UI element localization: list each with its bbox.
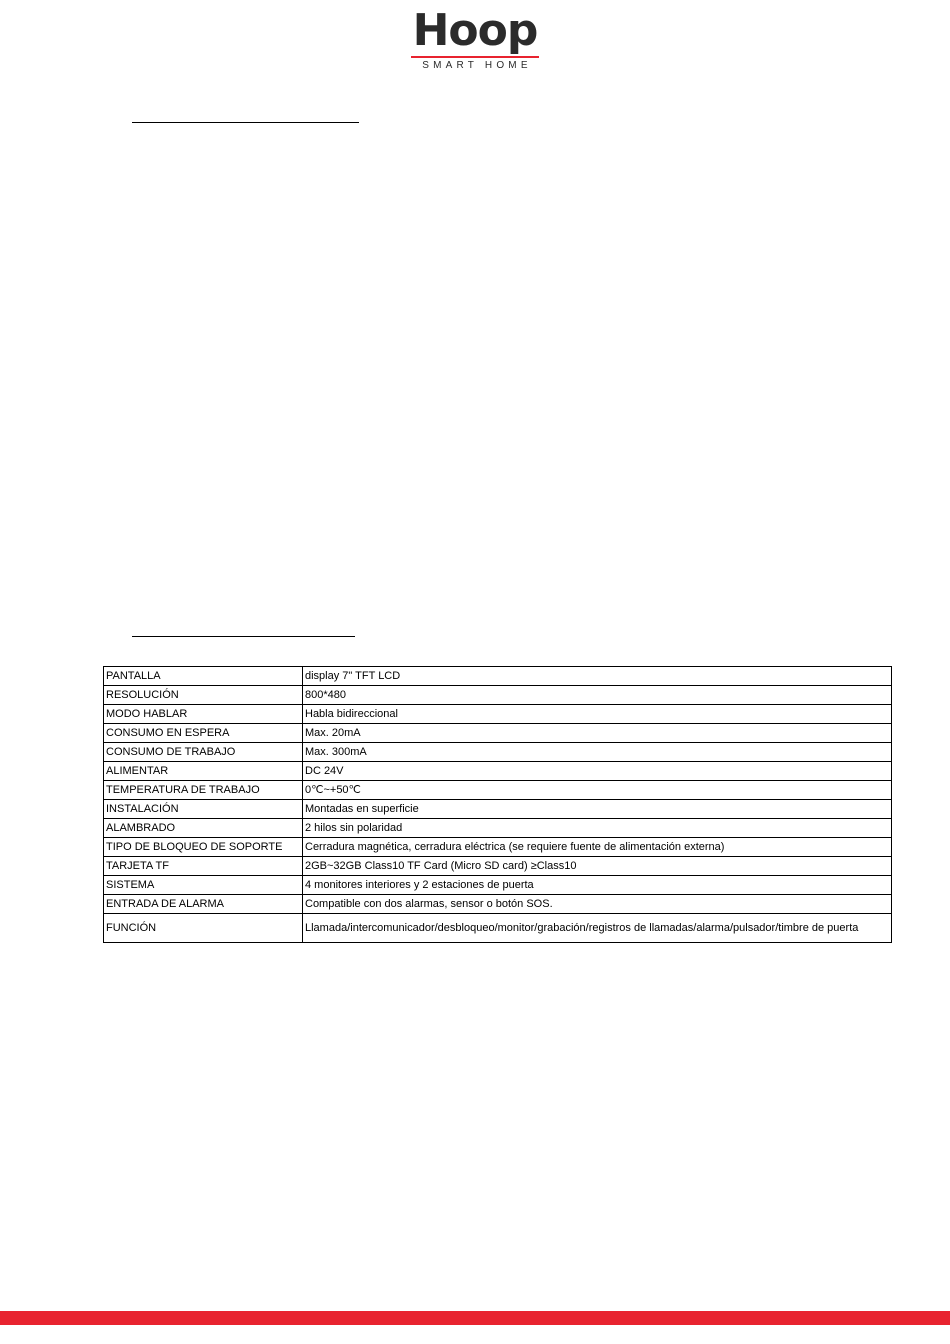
spec-value: 2 hilos sin polaridad	[303, 819, 892, 838]
spec-label: CONSUMO EN ESPERA	[104, 724, 303, 743]
table-row	[104, 857, 892, 876]
table-row	[104, 705, 892, 724]
spec-value: Max. 20mA	[303, 724, 892, 743]
section-heading-underline	[132, 636, 355, 637]
spec-label: CONSUMO DE TRABAJO	[104, 743, 303, 762]
table-row	[104, 781, 892, 800]
footer-accent-bar	[0, 1311, 950, 1325]
spec-value: Montadas en superficie	[303, 800, 892, 819]
spec-value: Compatible con dos alarmas, sensor o botón SOS.	[303, 895, 892, 914]
spec-label: TARJETA TF	[104, 857, 303, 876]
spec-label: FUNCIÓN	[104, 914, 303, 943]
table-row	[104, 743, 892, 762]
spec-value: 4 monitores interiores y 2 estaciones de puerta	[303, 876, 892, 895]
spec-value: 0℃~+50℃	[303, 781, 892, 800]
spec-label: TIPO DE BLOQUEO DE SOPORTE	[104, 838, 303, 857]
brand-tagline: SMART HOME	[422, 60, 532, 71]
spec-value: DC 24V	[303, 762, 892, 781]
table-row	[104, 914, 892, 943]
spec-label: INSTALACIÓN	[104, 800, 303, 819]
spec-label: PANTALLA	[104, 667, 303, 686]
spec-value: 2GB~32GB Class10 TF Card (Micro SD card) ≥Class10	[303, 857, 892, 876]
brand-name: Hoop	[412, 5, 538, 56]
spec-label: RESOLUCIÓN	[104, 686, 303, 705]
table-row	[104, 762, 892, 781]
spec-label: MODO HABLAR	[104, 705, 303, 724]
spec-value: 800*480	[303, 686, 892, 705]
spec-label: ALIMENTAR	[104, 762, 303, 781]
specifications-table	[103, 666, 892, 943]
brand-logo	[400, 5, 550, 71]
section-heading-underline	[132, 122, 359, 123]
spec-label: SISTEMA	[104, 876, 303, 895]
spec-value: Llamada/intercomunicador/desbloqueo/monitor/grabación/registros de llamadas/alarma/pulsador/timbre de puerta	[303, 914, 892, 943]
table-row	[104, 819, 892, 838]
table-row	[104, 838, 892, 857]
spec-label: ALAMBRADO	[104, 819, 303, 838]
spec-value: Cerradura magnética, cerradura eléctrica (se requiere fuente de alimentación externa)	[303, 838, 892, 857]
spec-value: display 7" TFT LCD	[303, 667, 892, 686]
table-row	[104, 667, 892, 686]
brand-underline	[411, 56, 539, 58]
table-row	[104, 800, 892, 819]
spec-label: ENTRADA DE ALARMA	[104, 895, 303, 914]
table-row	[104, 876, 892, 895]
table-row	[104, 724, 892, 743]
spec-label: TEMPERATURA DE TRABAJO	[104, 781, 303, 800]
table-row	[104, 686, 892, 705]
spec-value: Max. 300mA	[303, 743, 892, 762]
table-row	[104, 895, 892, 914]
spec-value: Habla bidireccional	[303, 705, 892, 724]
